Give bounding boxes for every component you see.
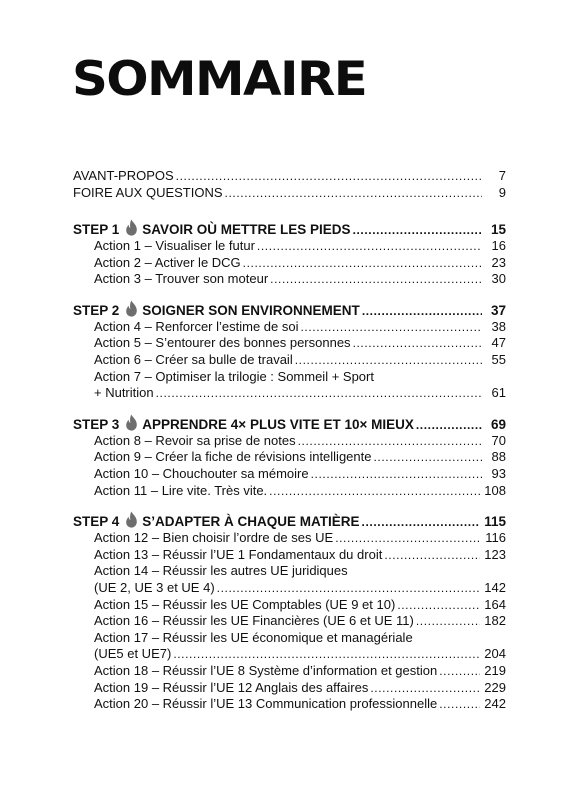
dot-leader [439, 696, 480, 712]
dot-leader [156, 385, 482, 401]
toc-entry-action [94, 680, 506, 696]
toc-entry-action [94, 663, 506, 679]
dot-leader [384, 547, 480, 563]
page-number: 30 [491, 271, 506, 287]
dot-leader [298, 433, 482, 449]
step-number: STEP 3 [73, 416, 120, 432]
step-number: STEP 2 [73, 302, 120, 318]
dot-leader [295, 352, 482, 368]
toc-entry-action-text: Action 4 – Renforcer l’estime de soi [94, 318, 299, 334]
step-title: SAVOIR OÙ METTRE LES PIEDS [142, 222, 351, 237]
toc-step-heading [73, 414, 506, 433]
dot-leader [217, 580, 481, 596]
toc-entry-action-text: Action 20 – Réussir l’UE 13 Communication professionnelle [94, 696, 438, 712]
dot-leader [397, 597, 480, 613]
page-number: 37 [490, 302, 506, 318]
toc-entry-action [94, 238, 506, 254]
toc-step-heading-text [73, 414, 414, 433]
toc-entry-action-text: Action 11 – Lire vite. Très vite. [94, 482, 268, 498]
page-title: SOMMAIRE [72, 52, 367, 107]
page-number: 142 [484, 580, 506, 595]
flame-icon [125, 219, 138, 236]
dot-leader [373, 449, 482, 465]
dot-leader [362, 514, 481, 530]
dot-leader [269, 483, 480, 499]
toc-entry-action-text: Action 3 – Trouver son moteur [94, 271, 269, 287]
page-number: 47 [491, 335, 506, 351]
dot-leader [335, 530, 481, 546]
page-number: 108 [484, 482, 506, 498]
toc-entry-action [94, 580, 506, 596]
page-number: 61 [491, 385, 506, 401]
dot-leader [353, 335, 482, 351]
toc-entry-intro-text: FOIRE AUX QUESTIONS [73, 185, 223, 200]
flame-icon [125, 511, 138, 528]
page-number: 123 [484, 546, 506, 562]
toc-entry-action [94, 483, 506, 499]
toc-entry-action [94, 696, 506, 712]
dot-leader [370, 680, 480, 696]
page-number: 69 [490, 416, 506, 432]
toc-step-heading [73, 219, 506, 238]
step-number: STEP 1 [73, 222, 120, 237]
toc-entry-action [94, 466, 506, 482]
toc-step-heading-text [73, 219, 351, 238]
dot-leader [257, 238, 482, 254]
page-number: 16 [491, 238, 506, 253]
page-number: 93 [491, 466, 506, 481]
toc-entry-action-text: Action 6 – Créer sa bulle de travail [94, 352, 293, 367]
toc-entry-action [94, 433, 506, 449]
toc-entry-action-text: Action 13 – Réussir l’UE 1 Fondamentaux du droit [94, 546, 383, 562]
toc-entry-action-line1: Action 14 – Réussir les autres UE juridiques [94, 563, 348, 579]
dot-leader [353, 222, 482, 238]
toc-entry-action-text: Action 16 – Réussir les UE Financières (UE 6 et UE 11) [94, 613, 414, 629]
step-title: APPRENDRE 4× PLUS VITE ET 10× MIEUX [142, 416, 414, 432]
toc-entry-action-line1: Action 17 – Réussir les UE économique et managériale [94, 629, 413, 645]
toc-entry-action-text: Action 10 – Chouchouter sa mémoire [94, 466, 309, 481]
toc-entry-action [94, 255, 506, 271]
dot-leader [439, 663, 480, 679]
page-number: 242 [484, 696, 506, 712]
dot-leader [416, 613, 480, 629]
page-number: 204 [484, 646, 506, 662]
page-number: 55 [491, 352, 506, 367]
toc-entry-action [94, 613, 506, 629]
dot-leader [173, 646, 480, 662]
toc-entry-action-text: Action 15 – Réussir les UE Comptables (UE 9 et 10) [94, 596, 396, 612]
page-number: 70 [491, 432, 506, 448]
toc-entry-action [94, 352, 506, 368]
toc-entry-action [94, 449, 506, 465]
page-number: 115 [484, 514, 506, 530]
dot-leader [270, 271, 482, 287]
toc-entry-action-text: (UE 2, UE 3 et UE 4) [94, 580, 215, 595]
dot-leader [311, 466, 482, 482]
page-number: 164 [484, 596, 506, 612]
toc-entry-intro-text: AVANT-PROPOS [73, 168, 174, 183]
toc-entry-action-text: Action 8 – Revoir sa prise de notes [94, 432, 296, 448]
page-number: 15 [490, 222, 506, 237]
dot-leader [416, 417, 482, 433]
page-number: 23 [491, 254, 506, 270]
toc-entry-action-text: + Nutrition [94, 385, 154, 401]
page-number: 182 [484, 613, 506, 629]
dot-leader [362, 303, 482, 319]
toc-entry-action-text: Action 12 – Bien choisir l’ordre de ses UE [94, 530, 334, 546]
toc-entry-action [94, 547, 506, 563]
flame-icon [125, 414, 138, 431]
toc-entry-action-text: Action 5 – S’entourer des bonnes personnes [94, 335, 351, 351]
toc-entry-action [94, 646, 506, 662]
toc-entry-action-line1: Action 7 – Optimiser la trilogie : Sommeil + Sport [94, 368, 374, 384]
page-number: 116 [485, 530, 506, 546]
toc-entry-intro [73, 185, 506, 201]
toc-entry-action-text: Action 9 – Créer la fiche de révisions intelligente [94, 449, 372, 465]
toc-entry-action-text: Action 1 – Visualiser le futur [94, 238, 255, 253]
dot-leader [225, 185, 482, 201]
page-number: 88 [491, 449, 506, 465]
toc-entry-intro [73, 168, 506, 184]
page-number: 38 [491, 318, 506, 334]
toc-step-heading-text [73, 300, 360, 319]
toc-step-heading [73, 511, 506, 530]
toc-step-heading [73, 300, 506, 319]
page-number: 229 [484, 679, 506, 695]
step-title: S’ADAPTER À CHAQUE MATIÈRE [142, 514, 360, 530]
toc-entry-action [94, 597, 506, 613]
step-title: SOIGNER SON ENVIRONNEMENT [142, 302, 360, 318]
dot-leader [176, 168, 482, 184]
toc-entry-action [94, 385, 506, 401]
toc-entry-action-text: Action 19 – Réussir l’UE 12 Anglais des affaires [94, 679, 369, 695]
toc-entry-action [94, 335, 506, 351]
dot-leader [300, 319, 482, 335]
toc-entry-action [94, 319, 506, 335]
toc-entry-action [94, 530, 506, 546]
flame-icon [125, 300, 138, 317]
toc-step-heading-text [73, 511, 360, 530]
toc-entry-action-text: Action 18 – Réussir l’UE 8 Système d’information et gestion [94, 663, 438, 678]
step-number: STEP 4 [73, 514, 120, 530]
toc-entry-action-text: (UE5 et UE7) [94, 646, 172, 662]
page-number: 219 [484, 663, 506, 678]
page-number: 7 [498, 168, 506, 183]
dot-leader [243, 255, 482, 271]
toc-entry-action-text: Action 2 – Activer le DCG [94, 254, 241, 270]
page-number: 9 [498, 185, 506, 200]
toc-entry-action [94, 271, 506, 287]
